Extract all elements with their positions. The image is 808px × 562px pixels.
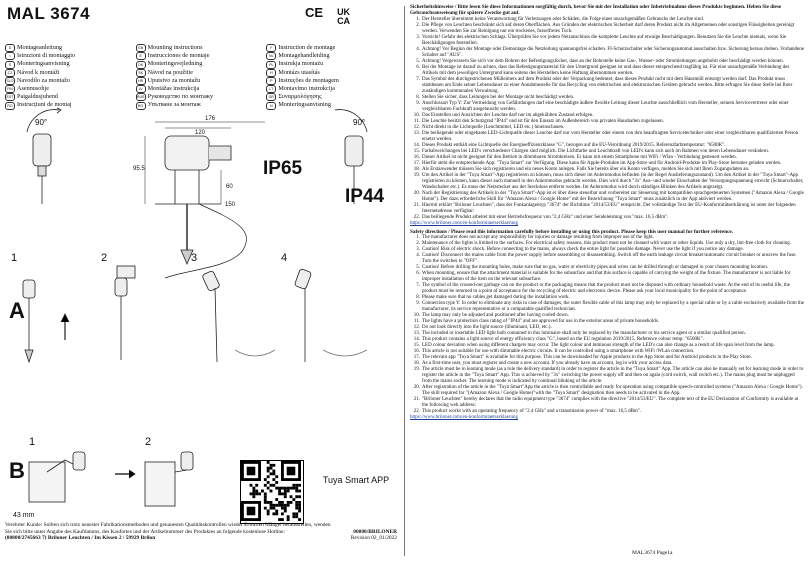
language-label: Monteringsanvisning <box>17 60 70 68</box>
spot-head-left <box>33 134 51 166</box>
list-item-text: Das beiliegende Produkt arbeitet mit einer Betriebsfrequenz von "2,4 GHz" und einer Sendeleistung von "max. 16,5 dBm". <box>422 214 669 220</box>
language-item <box>136 77 267 85</box>
language-label: Mounting instructions <box>147 44 203 51</box>
section-en-title: Safety directions / Please read this information carefully before installing or using this product. Please keep this user manual for further reference. <box>410 228 733 235</box>
list-item-number: 6. <box>416 64 420 70</box>
list-item-text: The manufacturer does not accept any responsibility for injuries or damage resulting from improper use of the light. <box>422 234 654 240</box>
list-item-text: Achtung! Vor Beginn der Montage oder Demontage die Netzleitung spannungsfrei schalten. FI-Schutzschalter oder Sicherungsautomat ausschalten bzw. Sicherung heraus drehen. Vorhandene Schalter auf "AUS". <box>422 46 804 58</box>
list-item-text: Als Erstanwender müssen Sie sich registrieren und ein neues Konto anlegen. Falls Sie bereits über ein Konto verfügen, melden Sie sich mit Ihren Zugangsdaten an. <box>422 166 750 172</box>
language-label: Instrucțiuni de montaj <box>17 101 72 109</box>
column-divider <box>404 6 405 556</box>
language-flag-icon: FIN <box>5 85 15 93</box>
list-item-number: 15. <box>413 342 420 348</box>
list-item-number: 8. <box>416 94 420 100</box>
language-flag-icon: PL <box>266 61 276 69</box>
list-item-number: 10. <box>413 312 420 318</box>
spot-side-view <box>165 136 209 170</box>
language-flag-icon: RO <box>5 102 15 110</box>
dim-60: 60 <box>226 184 233 190</box>
list-item-number: 16. <box>413 154 420 160</box>
figures <box>5 100 397 519</box>
list-item-number: 14. <box>413 336 420 342</box>
language-item <box>5 44 136 52</box>
plug <box>117 266 135 278</box>
language-item <box>5 52 136 60</box>
list-item <box>410 409 804 415</box>
ip44-label: IP44 <box>345 186 385 207</box>
list-item-number: 4. <box>416 252 420 258</box>
list-item-number: 18. <box>413 166 420 172</box>
list-item-number: 2. <box>416 22 420 28</box>
language-label: Montageanleitung <box>17 44 63 51</box>
list-item-text: Please make sure that no cables get damaged during the installation work. <box>422 294 570 300</box>
language-label: Упътване за монтаж <box>147 101 201 109</box>
b-dimension: 43 mm <box>13 512 35 519</box>
list-item-number: 17. <box>413 160 420 166</box>
list-item-number: 13. <box>413 330 420 336</box>
list-item-number: 22. <box>413 408 420 414</box>
language-label: Istruzioni di montaggio <box>17 52 76 60</box>
list-item-number: 3. <box>416 34 420 40</box>
list-item <box>410 397 804 409</box>
section-en-list <box>410 235 804 415</box>
list-item <box>410 77 804 95</box>
language-flag-icon: S <box>5 61 15 69</box>
language-flag-icon: EST <box>6 95 14 100</box>
language-item <box>5 60 136 68</box>
list-item-number: 12. <box>413 124 420 130</box>
page-label: MAL3674 Page1a <box>632 550 673 556</box>
list-item-text: Vorsicht! Gefahr des elektrischen Schlags. Überprüfen Sie vor jedem Netzanschluss die komplette Leuchte auf etwaige Beschädigungen. Benutzen Sie die Leuchte niemals, wenn Sie Beschädigungen feststellen. <box>422 34 787 46</box>
language-item <box>266 77 397 85</box>
language-flag-icon: RUS <box>136 95 145 100</box>
list-item <box>410 253 804 265</box>
list-item <box>410 101 804 113</box>
list-item <box>410 35 804 47</box>
language-label: Asennusohje <box>17 85 49 93</box>
section-en <box>410 229 804 421</box>
ce-mark: CE <box>305 5 324 20</box>
ukca-mark: UK CA <box>337 7 351 26</box>
language-item <box>266 60 397 68</box>
list-item <box>410 283 804 295</box>
language-item <box>266 52 397 60</box>
list-item-number: 1. <box>416 234 420 240</box>
list-item-text: Dieses Produkt enthält eine Lichtquelle der Energieeffizienzklasse "G", bezogen auf die EU-Verordnung 2019/2015. Referenzfarbtemperatur: "6500K". <box>422 142 726 148</box>
list-item-text: This product works with an operating frequency of "2.4 GHz" and a transmission power of "max. 16,5 dBm". <box>422 408 642 414</box>
model-number: MAL 3674 <box>7 4 91 23</box>
list-item-number: 2. <box>416 240 420 246</box>
language-label: Montagehandleiding <box>278 52 330 60</box>
illustration-canvas <box>5 100 397 512</box>
dim-120: 120 <box>195 130 206 136</box>
language-flag-icon: GR <box>266 93 276 101</box>
language-label: Instruction de montage <box>278 44 336 51</box>
list-item <box>410 385 804 397</box>
language-label: Instruções de montagem <box>278 76 339 84</box>
language-flag-icon: LT <box>266 85 276 93</box>
list-item-text: After registration of the article in the "Tuya Smart"App the article is then controllable and ready for operation using compatible speech-controlled systems ("Amazon Alexa / Google Home"). The skill required for "(Amazon Alexa / Google Home)"with the "Tuya Smart" designation then needs to be activated in the App. <box>422 384 803 396</box>
spot-head-right <box>345 136 363 166</box>
list-item-number: 18. <box>413 360 420 366</box>
section-de-list <box>410 17 804 221</box>
language-flag-icon: CZ <box>5 69 15 77</box>
list-item-number: 4. <box>416 46 420 52</box>
list-item-number: 22. <box>413 214 420 220</box>
list-item-text: Das Einstellen und Ausrichten der Leuchte darf nur im abgekühlten Zustand erfolgen. <box>422 112 594 118</box>
section-de <box>410 4 804 227</box>
list-item-number: 14. <box>413 142 420 148</box>
step-2-number: 2 <box>101 252 108 264</box>
language-item <box>5 77 136 85</box>
list-item-number: 3. <box>416 246 420 252</box>
language-flag-icon: E <box>136 52 146 60</box>
list-item-text: Dieser Artikel ist nicht geeignet für den Betrieb in dimmbaren Stromkreisen. Er kann mit einem Smartphone mit WiFi / Wlan - Verbindung gesteuert werden. <box>422 154 737 160</box>
list-item-text: Achtung! Vergewissern Sie sich vor dem Bohren der Befestigungslöcher, dass an der Bohrstelle keine Gas-, Wasser- oder Stromleitungen angebohrt oder beschädigt werden können. <box>422 58 784 64</box>
list-item <box>410 173 804 191</box>
list-item <box>410 191 804 203</box>
language-item <box>136 85 267 93</box>
list-item-text: LED colour deviation when using different chargers may occur. The light colour and luminous strength of the LED's can also change as a result of life span level from the lamp. <box>422 342 775 348</box>
language-flag-icon: SK <box>136 69 146 77</box>
list-item-text: Caution! Disconnect the mains cable from the power supply before assembling or disassembling. Switch off the earth leakage circuit breaker/automatic circuit breaker or unscrew the fuse. Turn the switches to "OFF". <box>422 252 797 264</box>
section-b-letter: B <box>9 458 25 483</box>
list-item-number: 9. <box>416 100 420 106</box>
step-1-number: 1 <box>11 252 18 264</box>
step-a-illustrations <box>23 268 367 362</box>
list-item <box>410 23 804 35</box>
list-item-text: When mounting, ensure that the attachment material is suitable for the subsurface and that this surface is capable of carrying the weight of the fixture. The manufacturer is not liable for improper installation of the item on the relevant subsurface. <box>422 270 791 282</box>
step-4-number: 4 <box>281 252 288 264</box>
language-label: Návod na použitie <box>147 68 194 76</box>
list-item-text: Stellen Sie sicher, dass Leitungen bei der Montage nicht beschädigt werden. <box>422 94 575 100</box>
qr-pattern <box>241 461 301 521</box>
language-flag-icon: P <box>266 77 276 85</box>
list-item-text: Nach der Registrierung des Artikels in der "Tuya Smart"-App ist er über diese steuerbar und vorbereitet zur Steuerung mit kompatiblen sprachgesteuerten Systemen ("Amazon Alexa / Google Home"). Der dazu erforderliche Skill für "Amazon Alexa / Google Home" mit der Bezeichnung "Tuya Smart" muss zusätzlich in der App aktiviert werden. <box>422 190 804 202</box>
list-item-text: The included or insertable LED light bulb contained in this luminaire shall only be replaced by the manufacturer or his service agent or a similar qualified person. <box>422 330 746 336</box>
list-item-text: This product contains a light source of energy efficiency class "G", based on the EU regulation 2019/2015. Reference colour temp: "6500K". <box>422 336 704 342</box>
language-flag-icon: GB <box>136 44 146 52</box>
list-item-number: 21. <box>413 202 420 208</box>
dim-95-5: 95.5 <box>133 166 145 172</box>
language-item <box>5 69 136 77</box>
list-item <box>410 215 804 221</box>
list-item-number: 21. <box>413 396 420 402</box>
list-item-text: Die beiliegende oder eingebaute LED-Lichtquelle dieser Leuchte darf nur vom Hersteller oder einem von ihm beauftragten Servicetechniker oder einer vergleichbaren qualifizierten Person ersetzt werden. <box>422 130 799 142</box>
qr-code <box>240 460 304 524</box>
list-item-number: 7. <box>416 76 420 82</box>
right-column <box>410 4 804 558</box>
list-item-number: 15. <box>413 148 420 154</box>
footer-hotline: 00800/BRILONER <box>353 528 397 535</box>
language-label: Navodilo za montažo <box>17 76 70 84</box>
footer-line-2: Sie sich bitte unter Angabe des Kaufdatums, des Kaufortes und der Artikelnummer des Produktes an folgende kostenlose Hotline: <box>5 528 285 535</box>
list-item-text: As a first-time user, you must register and create a new account. If you already have an account, log in with your access data. <box>422 360 673 366</box>
angle-label-right: 90° <box>353 118 366 127</box>
footer-revision: Revision 02_01/2022 <box>350 535 397 542</box>
language-item <box>136 60 267 68</box>
list-item-number: 19. <box>413 366 420 372</box>
list-item-text: Caution! Risk of electric shock. Before connecting to the mains, always check the entire light for possible damage. Never use the light if you notice any damage. <box>422 246 744 252</box>
dim-150: 150 <box>225 202 236 208</box>
list-item-text: The lights have a protection class rating of "IP44" and are approved for use in the exterior areas of private households. <box>422 318 659 324</box>
language-label: Monteringsvejledning <box>147 60 203 68</box>
list-item-number: 8. <box>416 294 420 300</box>
list-item-text: Caution! Before drilling the mounting holes, make sure that no gas, water or electricity pipes and wires can be drilled through or damaged in your chosen mounting location. <box>422 264 769 270</box>
section-a-letter: A <box>9 298 25 323</box>
language-item <box>266 85 397 93</box>
list-item-number: 9. <box>416 300 420 306</box>
dim-176: 176 <box>205 116 216 122</box>
list-item-text: The lamp may only be adjusted and positioned after having cooled down. <box>422 312 569 318</box>
list-item-number: 11. <box>413 318 420 324</box>
list-item-number: 12. <box>413 324 420 330</box>
language-flag-icon: DK <box>136 61 146 69</box>
language-flag-icon: H <box>266 69 276 77</box>
list-item-text: Farbabweichungen bei LED's verschiedener Chargen sind möglich. Die Lichtfarbe und Leuchtkraft von LED's kann sich auch im Rahmen von deren Lebensdauer verändern. <box>422 148 770 154</box>
list-item-text: Connection type Y: In order to eliminate any risks in case of damages, the outer flexible cable of this lamp may only be replaced by a special cable or by a cable exclusively available from the manufacturer, its service representative or a comparable qualified technician. <box>422 300 804 312</box>
angle-label-left: 90° <box>35 118 48 127</box>
language-label: Paigaldusjuhend <box>17 93 58 101</box>
footer-line-3: (00800/2745663 7) Briloner Leuchten / Im Kissen 2 / 59929 Brilon <box>5 535 156 542</box>
list-item <box>410 203 804 215</box>
language-item <box>136 69 267 77</box>
language-item <box>266 69 397 77</box>
list-item-text: Die Pflege von Leuchten beschränkt sich auf deren Oberflächen. Aus Gründen der elektrischen Sicherheit darf deren Produkt nicht im Allgemeinen oder sonstigen Flüssigkeiten gereinigt werden. Verwenden Sie zur Reinigung nur ein trockenes, fusselfreies Tuch. <box>422 22 795 34</box>
list-item-text: The article must be in learning mode (as a rule the delivery standard) in order to register the article in the "Tuya Smart" App. The article can also be manually set for learning mode in order to register the article in the "Tuya Smart" App. This is achieved by "3x" switching the power supply off and then on again (cord switch, wall switch etc.). The mains plug must be unplugged from the mains socket. The learning mode is indicated by continual blinking of the article. <box>422 366 804 384</box>
section-de-link[interactable]: https://www.briloner.com/en-konformitaetserklaerung <box>410 220 518 226</box>
list-item-text: Do not look directly into the light source (illuminant, LED, etc.). <box>422 324 552 330</box>
ip65-label: IP65 <box>263 158 303 179</box>
language-flag-icon: BG <box>136 102 146 110</box>
b-step-2-number: 2 <box>145 436 152 448</box>
language-item <box>5 85 136 93</box>
list-item-text: Hiermit erklärt "Briloner Leuchten", dass der Funkanlagentyp "3674" der Richtlinie "2014/53/EU" entspricht. Der vollständige Text der EU-Konformitätserklärung ist unter der folgenden Internetadresse verfügbar: <box>422 202 796 214</box>
language-flag-icon: SLO <box>6 78 14 83</box>
list-item-number: 1. <box>416 16 420 22</box>
list-item-text: Um den Artikel in der "Tuya Smart"-App registrieren zu können, muss sich dieser im Anlernmodus befinden (in der Regel Auslieferungszustand). Um den Artikel in der "Tuya Smart"-App registrieren zu können, kann dieser auch manuell in den Anlernmodus gebracht werden. Dies wird durch "3x" Aus- und wieder Einschalten der Versorgungsspannung erreicht (Schnurschalter, Wandschalter etc.). Es muss der Netzstecker aus der Steckdose entfernt werden. Im Anlernmodus wird durch ständiges Blinken des Artikels angezeigt. <box>422 172 804 190</box>
list-item-number: 16. <box>413 348 420 354</box>
list-item-text: Die Leuchte besitzt den Schutzgrad "IP44" und ist für den Einsatz im Außenbereich von privaten Haushalten zugelassen. <box>422 118 664 124</box>
footer-line-1: Verehrter Kunde: Sollten sich trotz neuester Fabrikationsmethoden und genauesten Qualitätskontrollen wieder Erwarten Mängel herausstellen, wenden <box>5 522 331 528</box>
list-item-text: Hierfür steht die entsprechende App: "Tuya Smart" zur Verfügung. Diese kann für Apple-Produkte im App-Store und für Android-Produkte im Play-Store herunter geladen werden. <box>422 160 782 166</box>
list-item-text: Der Hersteller übernimmt keine Verantwortung für Verletzungen oder Schäden, die Folge eines unsachgemäßen Gebrauchs der Leuchte sind. <box>422 16 704 22</box>
language-item <box>136 52 267 60</box>
language-flag-icon: N <box>266 102 276 110</box>
list-item-text: The symbol of the crossed-out garbage can on the product or the packaging means that the product must not be disposed with ordinary household waste. At the end of its useful life, the product must be returned to a point of acceptance for the recycling of electric and electronic device. Please ask your local municipality for the point of acceptance. <box>422 282 790 294</box>
list-item-text: Maintenance of the lights is limited to the surfaces. For electrical safety reasons, this product must not be cleaned with water or other liquids. Use only a dry, lint-free cloth for cleaning. <box>422 240 792 246</box>
list-item-number: 5. <box>416 58 420 64</box>
language-flag-icon: I <box>5 52 15 60</box>
list-item-text: Anschlussart Typ Y: Zur Vermeidung von Gefährdungen darf eine beschädigte äußere flexible Leitung dieser Leuchte ausschließlich vom Hersteller, seinem Servicevertreter oder einer vergleichbaren Fachkraft ausgetauscht werden. <box>422 100 789 112</box>
language-flag-icon: F <box>266 44 276 52</box>
language-item <box>136 44 267 52</box>
language-flag-icon: HR <box>136 77 146 85</box>
list-item-number: 13. <box>413 130 420 136</box>
step-b-illustrations <box>29 452 193 506</box>
language-flag-icon: D <box>5 44 15 52</box>
list-item-text: The relevant app "Tuya Smart" is available for this purpose. This can be downloaded for Apple products in the App Store and for Android products in the Play Store. <box>422 354 752 360</box>
list-item-text: "Briloner Leuchten" hereby declares that the radio equipment type "3674" complies with the directive "2014/53/EU". The complete text of the EU Declaration of Conformity is available at the following web address: <box>422 396 799 408</box>
list-item-text: Nicht direkt in die Lichtquelle (Leuchtmittel, LED etc.) hineinschauen. <box>422 124 565 130</box>
section-en-link[interactable]: https://www.briloner.com/en-konformitaetserklaerung <box>410 414 518 420</box>
language-label: Instrukja montażu <box>278 60 324 68</box>
language-label: Montāžas instrukcija <box>147 85 200 93</box>
list-item <box>410 65 804 77</box>
list-item-text: Das Symbol des durchgestrichenen Mülleimers auf dem Produkt oder der Verpackung bedeutet, dass dieses Produkt nicht mit dem Hausmüll entsorgt werden darf. Das Produkt muss stattdessen am Ende seiner Lebensdauer zu einer Annahmestelle für das Recycling von elektrischen und elektronischen Geräten gebracht werden. Bitte erfragen Sie diese Stelle bei Ihrer zuständigen kommunalen Verwaltung. <box>422 76 793 94</box>
language-label: Návod k montáži <box>17 68 60 76</box>
language-label: Montázs utasítás <box>278 68 320 76</box>
left-column <box>5 4 397 558</box>
list-item-number: 19. <box>413 172 420 178</box>
language-label: Instrucciones de montaje <box>147 52 210 60</box>
language-label: Uputstvo za montažu <box>147 76 201 84</box>
language-flag-icon: LV <box>136 85 146 93</box>
language-item <box>266 44 397 52</box>
list-item-number: 10. <box>413 112 420 118</box>
language-label: Monteringsanvisning <box>278 101 331 109</box>
language-label: Руководство по монтажу <box>147 93 214 101</box>
list-item-number: 7. <box>416 282 420 288</box>
app-name: Tuya Smart APP <box>322 475 390 485</box>
certification-marks <box>305 6 357 26</box>
language-label: Συναρμολόγησης <box>278 93 322 101</box>
list-item <box>410 301 804 313</box>
list-item-number: 6. <box>416 270 420 276</box>
language-label: Montavimo instrukcija <box>278 85 335 93</box>
list-item <box>410 47 804 59</box>
list-item <box>410 271 804 283</box>
list-item <box>410 131 804 143</box>
footer <box>5 522 397 542</box>
list-item-text: This article is not suitable for use with dimmable electric circuits. It can be controlled using a smartphone with WiFi /WLan connection. <box>422 348 695 354</box>
section-de-title: Sicherheitshinweise / Bitte lesen Sie diese Informationen sorgfältig durch, bevor Sie mit der Installation oder Inbetriebnahme dieses Produkts beginnen. Heben Sie diese Gebrauchsanweisung für spätere Zwecke gut auf. <box>410 4 782 17</box>
list-item-number: 17. <box>413 354 420 360</box>
list-item-number: 5. <box>416 264 420 270</box>
list-item-number: 20. <box>413 190 420 196</box>
language-flag-icon: NL <box>266 52 276 60</box>
list-item-number: 11. <box>413 118 420 124</box>
list-item <box>410 367 804 385</box>
list-item-number: 20. <box>413 384 420 390</box>
b-step-1-number: 1 <box>29 436 36 448</box>
list-item-text: Bei der Montage ist darauf zu achten, dass das Befestigungsmaterial für den Untergrund geeignet ist und dass dieser entsprechend tragfähig ist. Für eine unsachgemäße Verbindung des Artikels mit dem jeweiligen Untergrund kann seitens des Herstellers keine Haftung übernommen werden. <box>422 64 790 76</box>
step-3-number: 3 <box>191 252 198 264</box>
